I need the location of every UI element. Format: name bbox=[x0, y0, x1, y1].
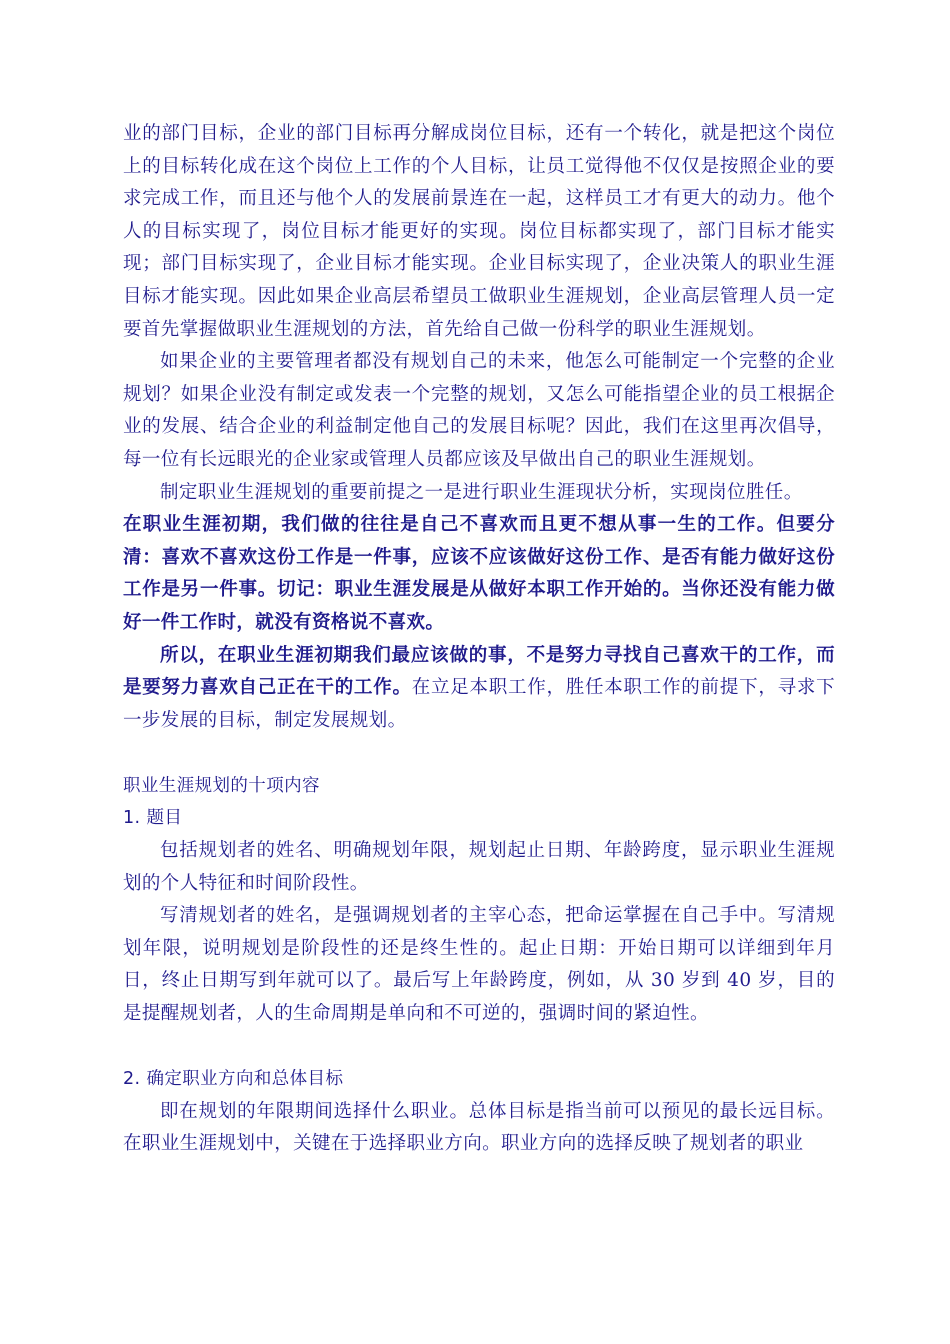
item-2-paragraph-1: 即在规划的年限期间选择什么职业。总体目标是指当前可以预见的最长远目标。在职业生涯规划中，关键在于选择职业方向。职业方向的选择反映了规划者的职业 bbox=[123, 1100, 835, 1155]
paragraph-early-career-bold: 在职业生涯初期，我们做的往往是自己不喜欢而且更不想从事一生的工作。但要分清：喜欢不喜欢这份工作是一件事，应该不应该做好这份工作、是否有能力做好这份工作是另一件事。切记：职业生涯发展是从做好本职工作开始的。当你还没有能力做好一件工作时，就没有资格说不喜欢。 bbox=[123, 514, 835, 633]
advice-bold-text: 所以，在职业生涯初期我们最应该做的事，不是努力寻找自己喜欢干的工作，而是要努力喜欢自己正在干的工作。 bbox=[123, 644, 835, 699]
paragraph-goal-chain: 业的部门目标，企业的部门目标再分解成岗位目标，还有一个转化，就是把这个岗位上的目标转化成在这个岗位上工作的个人目标，让员工觉得他不仅仅是按照企业的要求完成工作，而且还与他个人的发展前景连在一起，这样员工才有更大的动力。他个人的目标实现了，岗位目标才能更好的实现。岗位目标都实现了，部门目标才能实现；部门目标实现了，企业目标才能实现。企业目标实现了，企业决策人的职业生涯目标才能实现。因此如果企业高层希望员工做职业生涯规划，企业高层管理人员一定要首先掌握做职业生涯规划的方法，首先给自己做一份科学的职业生涯规划。 bbox=[123, 123, 835, 340]
paragraph-premise: 制定职业生涯规划的重要前提之一是进行职业生涯现状分析，实现岗位胜任。 bbox=[160, 481, 803, 503]
advice-normal-text: 在立足本职工作，胜任本职工作的前提下，寻求下一步发展的目标，制定发展规划。 bbox=[123, 677, 835, 731]
item-1-title: 1. 题目 bbox=[123, 808, 183, 829]
blank-line bbox=[123, 1031, 835, 1064]
item-1-paragraph-1: 包括规划者的姓名、明确规划年限，规划起止日期、年龄跨度，显示职业生涯规划的个人特征和时间阶段性。 bbox=[123, 840, 835, 894]
paragraph-early-career-advice bbox=[123, 640, 835, 738]
item-2-title: 2. 确定职业方向和总体目标 bbox=[123, 1069, 344, 1090]
item-1-paragraph-2: 写清规划者的姓名，是强调规划者的主宰心态，把命运掌握在自己手中。写清规划年限，说明规划是阶段性的还是终生性的。起止日期：开始日期可以详细到年月日，终止日期写到年就可以了。最后写上年龄跨度，例如，从 30 岁到 40 岁，目的是提醒规划者，人的生命周期是单向和不可逆的，强调时间的紧迫性。 bbox=[123, 905, 835, 1025]
blank-line bbox=[123, 737, 835, 770]
document-body bbox=[123, 118, 835, 1161]
section-title: 职业生涯规划的十项内容 bbox=[123, 775, 320, 796]
paragraph-manager-planning: 如果企业的主要管理者都没有规划自己的未来，他怎么可能制定一个完整的企业规划？如果企业没有制定或发表一个完整的规划，又怎么可能指望企业的员工根据企业的发展、结合企业的利益制定他自己的发展目标呢？因此，我们在这里再次倡导，每一位有长远眼光的企业家或管理人员都应该及早做出自己的职业生涯规划。 bbox=[123, 351, 835, 470]
